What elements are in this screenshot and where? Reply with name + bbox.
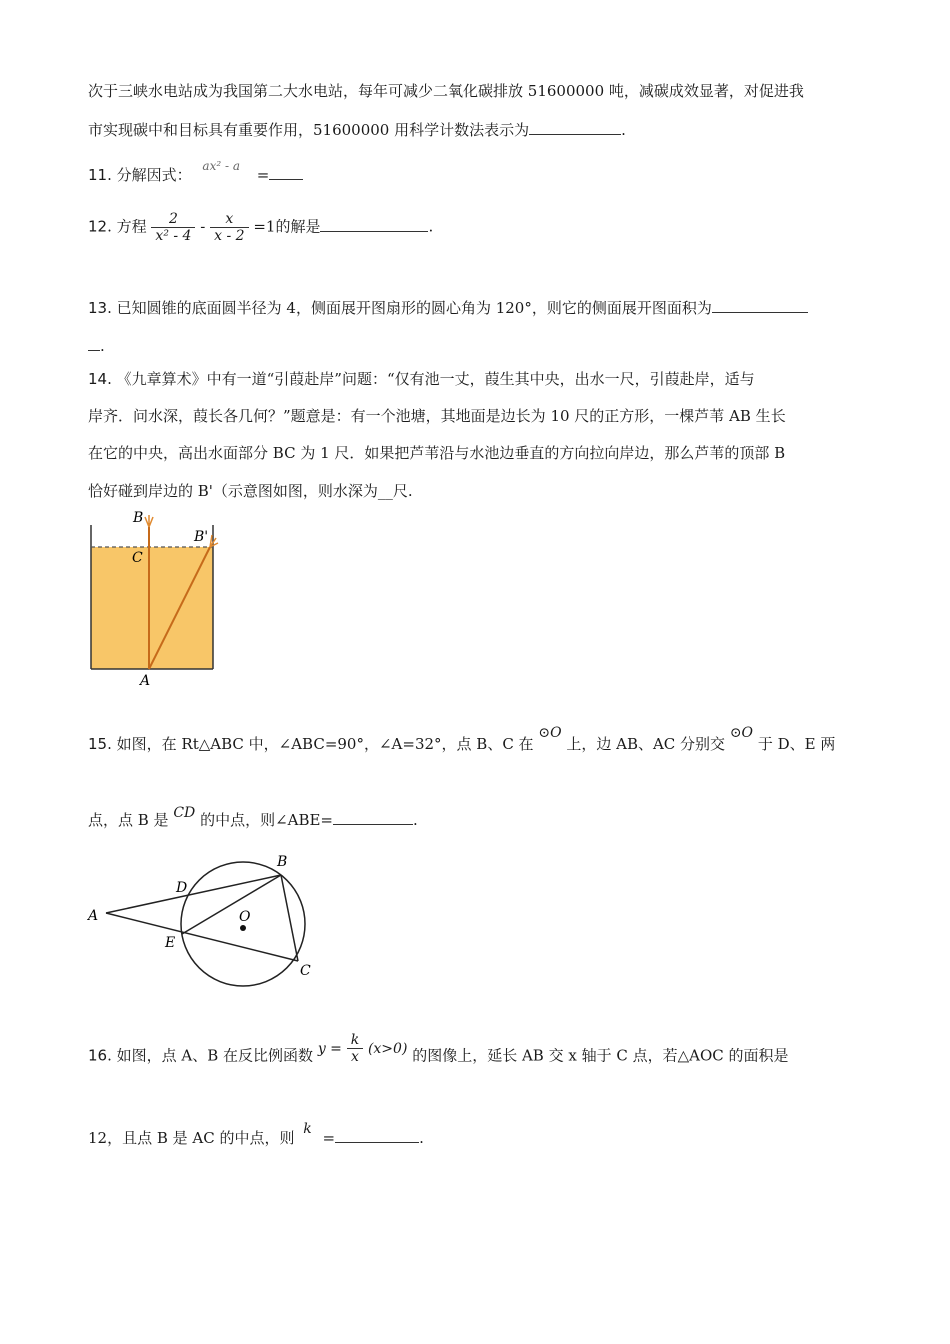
arc-cd-label: CD xyxy=(173,805,196,821)
label-b: B xyxy=(133,510,144,526)
circle-triangle-figure xyxy=(86,850,326,995)
reed-tip-b-prime-icon xyxy=(210,535,218,547)
pond-water xyxy=(91,547,213,669)
question-16-text-2a: 12，且点 B 是 AC 的中点，则 xyxy=(88,1129,295,1147)
intro-line-1: 次于三峡水电站成为我国第二大水电站，每年可减少二氧化碳排放 51600000 吨，减碳成效显著，对促进我 xyxy=(88,82,804,100)
reed-tip-b-icon xyxy=(145,515,153,527)
circle-o-label-1: ⊙O xyxy=(538,725,562,741)
answer-blank-15[interactable] xyxy=(333,808,413,825)
question-16-number: 16 xyxy=(88,1046,108,1065)
question-12-minus: - xyxy=(200,217,206,236)
answer-blank-16[interactable] xyxy=(335,1126,419,1143)
segment-ab xyxy=(106,875,281,913)
question-12-fraction-1 xyxy=(151,211,195,244)
fig-label-d: D xyxy=(176,880,188,896)
question-12-fraction-2 xyxy=(210,211,248,244)
question-16-line-1 xyxy=(88,1032,789,1073)
question-15-text-2b: 的中点，则∠ABE= xyxy=(200,811,334,829)
question-14-line-2: 岸齐．问水深，葭长各几何？”题意是：有一个池塘，其地面是边长为 10 尺的正方形，一棵芦苇 AB 生长 xyxy=(88,407,786,425)
question-15-text-1a: . 如图，在 Rt△ABC 中，∠ABC=90°，∠A=32°，点 B、C 在 xyxy=(107,735,534,753)
segment-be xyxy=(182,875,281,934)
question-14-line-3: 在它的中央，高出水面部分 BC 为 1 尺．如果把芦苇沿与水池边垂直的方向拉向岸边，那么芦苇的顶部 B xyxy=(88,444,786,462)
function-denominator: x xyxy=(350,1049,359,1065)
question-11-expression: ax² - a xyxy=(202,159,240,173)
fraction-2-numerator: x xyxy=(210,211,248,228)
intro-line-2 xyxy=(88,118,626,140)
intro-line-2-text: 市实现碳中和目标具有重要作用，51600000 用科学计数法表示为 xyxy=(88,121,530,139)
question-11-number: 11 xyxy=(88,166,108,184)
question-12-rhs: =1 xyxy=(253,217,276,236)
question-16-equals: = xyxy=(322,1129,336,1147)
question-16-text-1b: 的图像上，延长 AB 交 x 轴于 C 点，若△AOC 的面积是 xyxy=(412,1046,789,1065)
answer-blank-11[interactable] xyxy=(269,163,303,180)
question-11 xyxy=(88,159,303,185)
question-15-text-2a: 点，点 B 是 xyxy=(88,811,169,829)
question-14-text-1: . 《九章算术》中有一道“引葭赴岸”问题：“仅有池一丈，葭生其中央，出水一尺，引葭赴岸，适与 xyxy=(107,370,755,388)
label-b-prime: B' xyxy=(194,529,209,545)
segment-ac xyxy=(106,913,298,961)
question-15-line-2 xyxy=(88,805,418,830)
function-condition: (x>0) xyxy=(367,1040,408,1057)
question-13-end: . xyxy=(100,337,105,355)
question-15-text-1b: 上，边 AB、AC 分别交 xyxy=(566,735,726,753)
label-a: A xyxy=(140,673,151,689)
segment-bc xyxy=(281,875,298,961)
fraction-2-denominator: x - 2 xyxy=(214,228,245,244)
center-o-dot xyxy=(240,925,246,931)
question-15-end: . xyxy=(413,811,418,829)
question-12 xyxy=(88,211,433,244)
question-13-line-1 xyxy=(88,296,808,318)
fig-label-c: C xyxy=(300,963,311,979)
question-14-number: 14 xyxy=(88,370,108,388)
answer-blank-12[interactable] xyxy=(320,215,428,232)
question-16-end: . xyxy=(419,1129,424,1147)
pond-reed-figure xyxy=(86,505,226,690)
intro-line-2-end: . xyxy=(621,121,626,139)
k-label: k xyxy=(303,1121,312,1137)
function-fraction xyxy=(347,1032,363,1065)
label-c: C xyxy=(132,550,143,566)
question-12-number: 12 xyxy=(88,217,108,236)
question-13-text: . 已知圆锥的底面圆半径为 4，侧面展开图扇形的圆心角为 120°，则它的侧面展开图面积为 xyxy=(107,299,712,317)
function-numerator: k xyxy=(347,1032,363,1049)
circle-o-label-2: ⊙O xyxy=(729,725,754,741)
function-y-label: y = xyxy=(317,1040,342,1057)
question-14-line-1 xyxy=(88,368,755,389)
question-16-text-1a: . 如图，点 A、B 在反比例函数 xyxy=(107,1046,314,1065)
question-12-text: . 方程 xyxy=(107,217,147,236)
question-12-tail: 的解是 xyxy=(275,217,321,236)
fig-label-a: A xyxy=(88,908,99,924)
question-15-line-1 xyxy=(88,725,836,754)
question-15-text-1c: 于 D、E 两 xyxy=(757,735,836,753)
question-13-line-2 xyxy=(88,334,105,355)
fraction-1-numerator: 2 xyxy=(151,211,195,228)
question-13-number: 13 xyxy=(88,299,108,317)
answer-blank-13-cont[interactable] xyxy=(88,334,100,351)
question-12-end: . xyxy=(428,217,434,236)
question-11-text: . 分解因式： xyxy=(107,166,192,184)
question-15-number: 15 xyxy=(88,735,108,753)
answer-blank-10[interactable] xyxy=(529,118,621,135)
question-16-line-2 xyxy=(88,1121,424,1148)
fig-label-e: E xyxy=(165,935,176,951)
fraction-1-denominator: x² - 4 xyxy=(155,228,192,244)
question-11-equals: = xyxy=(256,166,270,184)
question-14-line-4: 恰好碰到岸边的 B'（示意图如图，则水深为__尺. xyxy=(88,482,413,500)
fig-label-o: O xyxy=(239,909,251,925)
fig-label-b: B xyxy=(277,854,288,870)
answer-blank-13[interactable] xyxy=(712,296,808,313)
